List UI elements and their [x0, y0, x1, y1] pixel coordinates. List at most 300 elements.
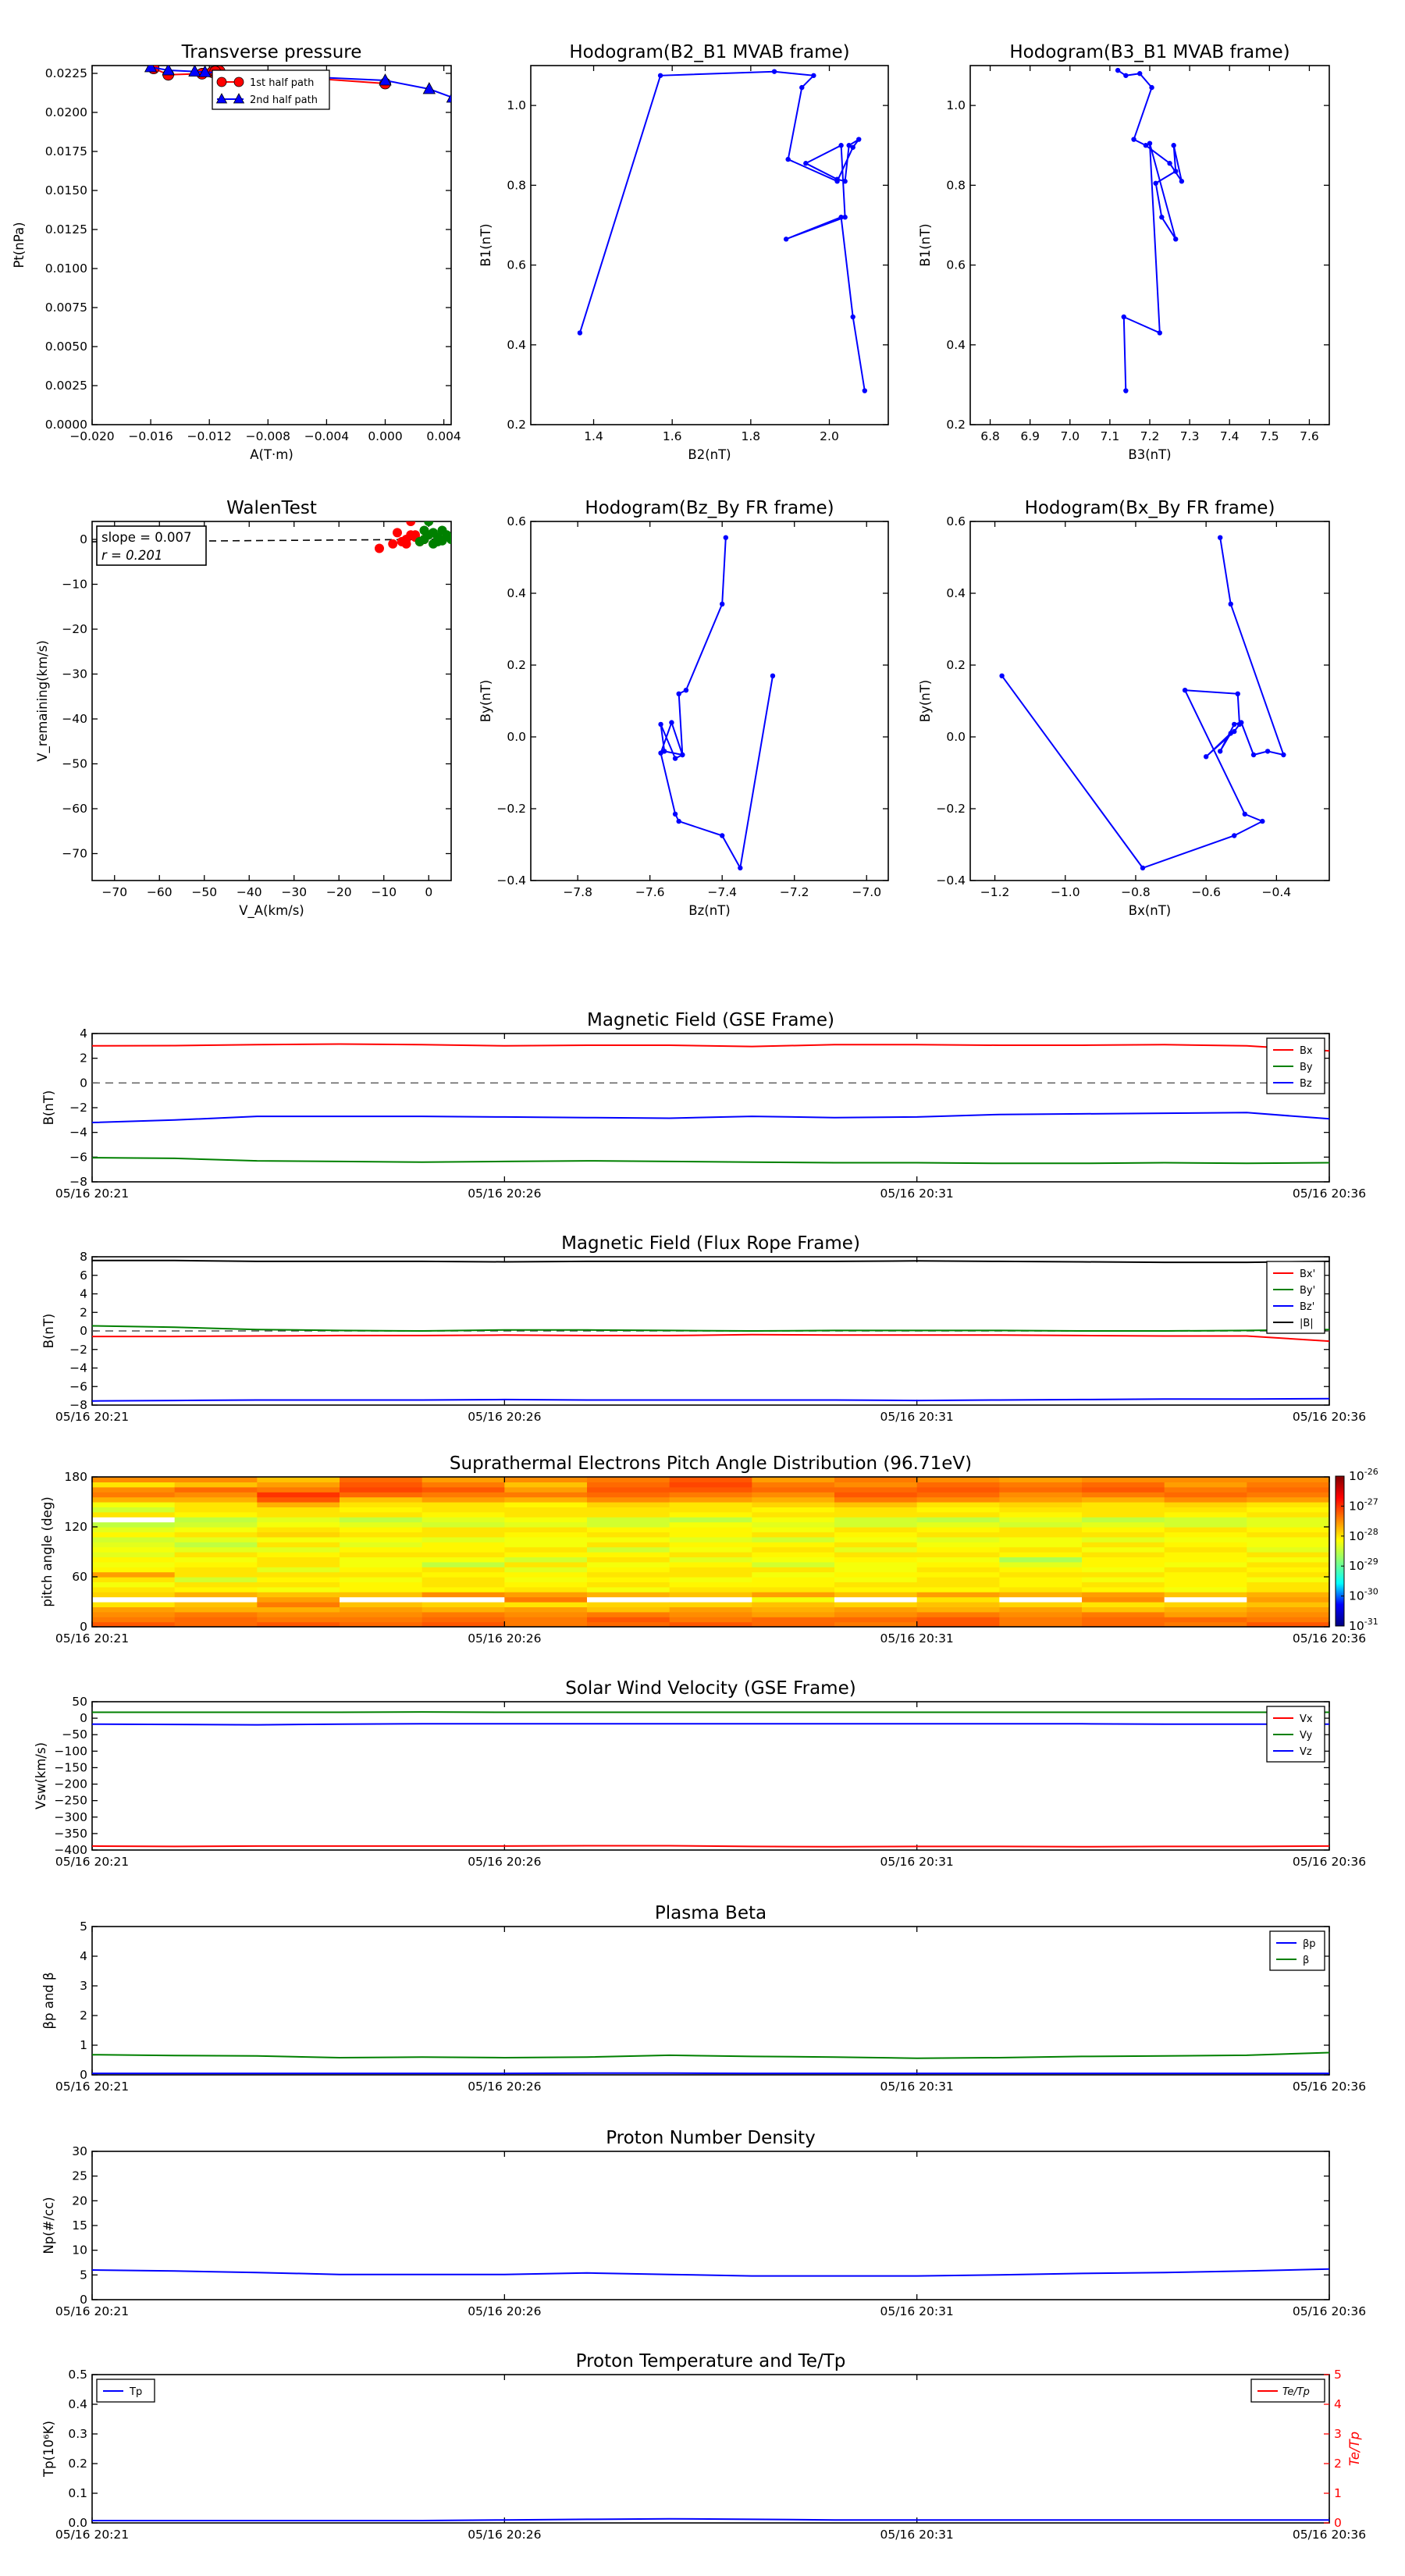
y2-tick-label: 4: [1334, 2397, 1342, 2411]
heatmap-cell: [752, 1482, 834, 1487]
heatmap-cell: [1082, 1562, 1165, 1567]
chart-hzy: [478, 498, 888, 918]
plot-frame: [92, 1927, 1329, 2075]
x-tick-label: 7.2: [1140, 429, 1160, 443]
series-line: [1118, 70, 1182, 391]
heatmap-cell: [422, 1502, 505, 1507]
y-tick-label: 120: [64, 1520, 87, 1534]
heatmap-cell: [504, 1557, 587, 1562]
heatmap-cell: [999, 1552, 1082, 1557]
heatmap-cell: [340, 1552, 422, 1557]
y-tick-label: 0: [80, 532, 87, 546]
heatmap-cell: [917, 1487, 1000, 1493]
heatmap-cell: [340, 1517, 422, 1522]
heatmap-cell: [422, 1507, 505, 1512]
data-point: [834, 176, 839, 181]
heatmap-cell: [834, 1592, 917, 1597]
heatmap-cell: [1082, 1542, 1165, 1547]
x-tick-label: 1.4: [584, 429, 603, 443]
heatmap-cell: [752, 1532, 834, 1537]
x-tick-label: −40: [236, 885, 262, 899]
heatmap-cell: [257, 1612, 340, 1617]
heatmap-cell: [92, 1542, 175, 1547]
heatmap-cell: [834, 1522, 917, 1528]
heatmap-cell: [175, 1617, 258, 1622]
y-tick-label: −4: [69, 1125, 87, 1140]
heatmap-cell: [834, 1562, 917, 1567]
y-tick-label: 0.1: [68, 2486, 87, 2500]
data-point: [1159, 215, 1164, 219]
x-tick-label: 05/16 20:26: [468, 1855, 542, 1869]
y-tick-label: 15: [72, 2218, 87, 2233]
heatmap-cell: [587, 1482, 670, 1487]
data-point: [424, 517, 433, 526]
heatmap-cell: [504, 1537, 587, 1542]
chart-title: Transverse pressure: [181, 42, 362, 62]
heatmap-cell: [587, 1487, 670, 1493]
data-point: [846, 143, 851, 148]
x-tick-label: 05/16 20:26: [468, 1410, 542, 1424]
data-point: [669, 720, 674, 724]
heatmap-cell: [1165, 1582, 1247, 1587]
heatmap-cell: [999, 1587, 1082, 1592]
heatmap-cell: [422, 1527, 505, 1532]
data-point: [720, 833, 724, 838]
y-tick-label: −8: [69, 1175, 87, 1189]
heatmap-cell: [422, 1492, 505, 1497]
y-tick-label: −350: [54, 1826, 87, 1841]
data-point: [803, 161, 808, 165]
heatmap-cell: [587, 1517, 670, 1522]
heatmap-cell: [1165, 1512, 1247, 1517]
y-tick-label: 0.0100: [44, 262, 87, 276]
chart-h13: [918, 42, 1329, 462]
heatmap-cell: [587, 1532, 670, 1537]
heatmap-cell: [1082, 1527, 1165, 1532]
data-point: [1122, 315, 1126, 319]
heatmap-cell: [504, 1597, 587, 1603]
heatmap-cell: [504, 1507, 587, 1512]
heatmap-cell: [340, 1562, 422, 1567]
heatmap-cell: [257, 1522, 340, 1528]
heatmap-cell: [1165, 1567, 1247, 1572]
heatmap-cell: [340, 1532, 422, 1537]
heatmap-cell: [999, 1592, 1082, 1597]
heatmap-cell: [257, 1497, 340, 1503]
heatmap-cell: [257, 1532, 340, 1537]
heatmap-cell: [834, 1502, 917, 1507]
heatmap-cell: [587, 1602, 670, 1607]
heatmap-cell: [422, 1597, 505, 1603]
plot-frame: [531, 521, 888, 881]
heatmap-cell: [587, 1557, 670, 1562]
y-tick-label: −6: [69, 1379, 87, 1394]
heatmap-cell: [670, 1487, 752, 1493]
heatmap-cell: [1082, 1522, 1165, 1528]
heatmap-cell: [752, 1512, 834, 1517]
y-tick-label: 25: [72, 2169, 87, 2183]
data-point: [1237, 722, 1242, 727]
heatmap-cell: [504, 1572, 587, 1578]
heatmap-cell: [504, 1512, 587, 1517]
heatmap-cell: [340, 1522, 422, 1528]
y-tick-label: −0.4: [496, 873, 526, 888]
heatmap-cell: [422, 1562, 505, 1567]
colorbar-tick-label: $10^{-29}$: [1349, 1557, 1378, 1574]
heatmap-cell: [752, 1617, 834, 1622]
heatmap-cell: [340, 1502, 422, 1507]
heatmap-cell: [670, 1512, 752, 1517]
heatmap-cell: [670, 1537, 752, 1542]
y2-tick-label: 1: [1334, 2486, 1342, 2500]
heatmap-cell: [340, 1487, 422, 1493]
heatmap-cell: [422, 1517, 505, 1522]
series-line: [92, 1112, 1329, 1123]
heatmap-cell: [1082, 1482, 1165, 1487]
heatmap-cell: [340, 1542, 422, 1547]
data-point: [720, 602, 724, 607]
y-tick-label: 6: [80, 1268, 87, 1283]
data-point: [724, 535, 728, 540]
y-tick-label: 0: [80, 1620, 87, 1634]
y-tick-label: 0.6: [946, 258, 966, 272]
heatmap-cell: [587, 1572, 670, 1578]
heatmap-cell: [670, 1492, 752, 1497]
heatmap-cell: [92, 1572, 175, 1578]
heatmap-cell: [752, 1606, 834, 1612]
heatmap-cell: [257, 1597, 340, 1603]
heatmap-cell: [504, 1492, 587, 1497]
x-tick-label: 05/16 20:36: [1292, 2528, 1367, 2542]
heatmap-cell: [1165, 1492, 1247, 1497]
heatmap-cell: [587, 1522, 670, 1528]
heatmap-cell: [92, 1517, 175, 1522]
x-tick-label: 05/16 20:31: [880, 2528, 954, 2542]
x-tick-label: 2.0: [820, 429, 839, 443]
heatmap-cell: [92, 1567, 175, 1572]
heatmap-cell: [587, 1567, 670, 1572]
heatmap-cell: [1247, 1552, 1329, 1557]
heatmap-cell: [752, 1537, 834, 1542]
chart-title: Hodogram(B3_B1 MVAB frame): [1009, 42, 1290, 62]
heatmap-cell: [422, 1557, 505, 1562]
heatmap-cell: [752, 1602, 834, 1607]
heatmap-cell: [999, 1482, 1082, 1487]
heatmap-cell: [504, 1547, 587, 1553]
y-tick-label: −0.2: [936, 802, 966, 816]
heatmap-cell: [1165, 1587, 1247, 1592]
heatmap-cell: [1165, 1482, 1247, 1487]
heatmap-cell: [834, 1492, 917, 1497]
data-point: [1131, 137, 1136, 141]
heatmap-cell: [257, 1492, 340, 1497]
data-point: [1183, 688, 1187, 692]
heatmap-cell: [670, 1606, 752, 1612]
y2-tick-label: 3: [1334, 2427, 1342, 2441]
heatmap-cell: [1165, 1557, 1247, 1562]
heatmap-cell: [504, 1542, 587, 1547]
heatmap-cell: [917, 1552, 1000, 1557]
colorbar-exponent: -28: [1364, 1526, 1378, 1537]
heatmap-cell: [175, 1477, 258, 1482]
heatmap-cell: [752, 1612, 834, 1617]
heatmap-cell: [340, 1492, 422, 1497]
data-point: [658, 751, 663, 756]
heatmap-cell: [257, 1577, 340, 1582]
heatmap-cell: [752, 1492, 834, 1497]
plot-frame: [970, 66, 1329, 425]
heatmap-cell: [1165, 1537, 1247, 1542]
chart-magfr: [41, 1233, 1366, 1424]
y-tick-label: 0.0175: [44, 144, 87, 158]
y-tick-label: 0.0: [507, 730, 526, 744]
heatmap-cell: [257, 1606, 340, 1612]
heatmap-cell: [504, 1487, 587, 1493]
heatmap-cell: [999, 1507, 1082, 1512]
y-tick-label: −30: [62, 667, 87, 681]
heatmap-cell: [999, 1567, 1082, 1572]
heatmap-cell: [1165, 1517, 1247, 1522]
data-point: [676, 819, 681, 824]
data-point: [856, 137, 861, 141]
data-point: [785, 157, 790, 162]
colorbar-tick-label: $10^{-30}$: [1349, 1586, 1378, 1603]
data-point: [1173, 169, 1178, 173]
heatmap-cell: [917, 1507, 1000, 1512]
x-tick-label: 05/16 20:21: [55, 2080, 130, 2094]
heatmap-cell: [1082, 1597, 1165, 1603]
heatmap-cell: [670, 1542, 752, 1547]
heatmap-cell: [257, 1617, 340, 1622]
heatmap-cell: [999, 1477, 1082, 1482]
x-tick-label: 7.0: [1060, 429, 1080, 443]
heatmap-cell: [587, 1597, 670, 1603]
heatmap-cell: [834, 1532, 917, 1537]
y-tick-label: 0.4: [507, 586, 526, 600]
chart-np: [41, 2128, 1366, 2318]
chart-title: Magnetic Field (GSE Frame): [587, 1010, 834, 1030]
x-tick-label: 05/16 20:21: [55, 1410, 130, 1424]
heatmap-cell: [834, 1597, 917, 1603]
data-point: [438, 536, 447, 546]
x-tick-label: 05/16 20:21: [55, 1187, 130, 1201]
data-point: [1218, 535, 1222, 540]
y-axis-label: B1(nT): [918, 223, 933, 267]
heatmap-cell: [670, 1477, 752, 1482]
heatmap-cell: [257, 1557, 340, 1562]
heatmap-cell: [917, 1597, 1000, 1603]
x-tick-label: 05/16 20:21: [55, 1855, 130, 1869]
heatmap-cell: [670, 1532, 752, 1537]
heatmap-cell: [92, 1492, 175, 1497]
y-tick-label: −70: [62, 846, 87, 861]
x-tick-label: 05/16 20:21: [55, 2528, 130, 2542]
data-point: [1229, 602, 1233, 607]
y-tick-label: −6: [69, 1150, 87, 1165]
heatmap-cell: [175, 1592, 258, 1597]
heatmap-cell: [670, 1507, 752, 1512]
heatmap-cell: [504, 1517, 587, 1522]
heatmap-cell: [752, 1592, 834, 1597]
data-point: [1265, 749, 1270, 753]
heatmap-cell: [92, 1602, 175, 1607]
heatmap-cell: [504, 1502, 587, 1507]
heatmap-cell: [587, 1477, 670, 1482]
heatmap-cell: [670, 1557, 752, 1562]
heatmap-cell: [1165, 1487, 1247, 1493]
heatmap-cell: [999, 1532, 1082, 1537]
heatmap-cell: [1082, 1572, 1165, 1578]
y-tick-label: 0: [80, 1711, 87, 1726]
heatmap-cell: [999, 1527, 1082, 1532]
x-tick-label: 05/16 20:31: [880, 2304, 954, 2318]
data-point: [1232, 729, 1236, 734]
heatmap-cell: [175, 1572, 258, 1578]
y-tick-label: 0.6: [946, 514, 966, 528]
heatmap-cell: [917, 1612, 1000, 1617]
heatmap-cell: [999, 1517, 1082, 1522]
heatmap-cell: [1165, 1527, 1247, 1532]
data-point: [1123, 73, 1128, 78]
data-point: [1218, 749, 1222, 753]
x-tick-label: 7.4: [1219, 429, 1240, 443]
y-tick-label: −10: [62, 577, 87, 592]
heatmap-cell: [1247, 1522, 1329, 1528]
x-axis-label: A(T·m): [250, 447, 293, 462]
series-line: [92, 1399, 1329, 1401]
heatmap-cell: [422, 1587, 505, 1592]
heatmap-cell: [1247, 1572, 1329, 1578]
chart-walen: [35, 498, 456, 919]
heatmap-cell: [92, 1477, 175, 1482]
y-axis-label: βp and β: [41, 1972, 56, 2030]
colorbar-exponent: -26: [1364, 1467, 1378, 1477]
heatmap-cell: [92, 1552, 175, 1557]
heatmap-cell: [340, 1612, 422, 1617]
heatmap-cell: [340, 1507, 422, 1512]
y-tick-label: 2: [80, 2008, 87, 2023]
heatmap-cell: [257, 1487, 340, 1493]
heatmap-cell: [670, 1522, 752, 1528]
x-tick-label: 05/16 20:26: [468, 2304, 542, 2318]
heatmap-cell: [422, 1592, 505, 1597]
y-tick-label: −100: [54, 1744, 87, 1759]
heatmap-cell: [670, 1527, 752, 1532]
heatmap-cell: [92, 1597, 175, 1603]
x-axis-label: Bx(nT): [1128, 903, 1172, 918]
x-tick-label: 1.8: [741, 429, 761, 443]
colorbar: [1336, 1476, 1344, 1626]
plot-frame: [92, 2151, 1329, 2300]
data-point: [842, 179, 847, 183]
y-tick-label: −150: [54, 1760, 87, 1775]
heatmap-cell: [999, 1487, 1082, 1493]
heatmap-cell: [257, 1582, 340, 1587]
heatmap-cell: [917, 1577, 1000, 1582]
heatmap-cell: [1165, 1477, 1247, 1482]
data-point: [393, 528, 402, 537]
heatmap-cell: [752, 1552, 834, 1557]
y-axis-label: B(nT): [41, 1090, 56, 1126]
heatmap-cell: [340, 1547, 422, 1553]
heatmap-cell: [834, 1557, 917, 1562]
heatmap-cell: [752, 1562, 834, 1567]
y-tick-label: −60: [62, 802, 87, 816]
heatmap-cell: [834, 1537, 917, 1542]
heatmap-cell: [834, 1512, 917, 1517]
heatmap-cell: [752, 1542, 834, 1547]
legend: [1270, 1931, 1325, 1970]
heatmap-cell: [257, 1477, 340, 1482]
data-point: [1115, 68, 1120, 73]
heatmap-cell: [257, 1502, 340, 1507]
heatmap-cell: [1247, 1617, 1329, 1622]
heatmap-cell: [422, 1582, 505, 1587]
heatmap-cell: [1082, 1497, 1165, 1503]
heatmap-cell: [1247, 1557, 1329, 1562]
x-tick-label: 7.3: [1179, 429, 1200, 443]
heatmap-cell: [1247, 1587, 1329, 1592]
heatmap-cell: [1165, 1597, 1247, 1603]
heatmap-cell: [340, 1537, 422, 1542]
x-tick-label: −7.6: [635, 885, 665, 899]
heatmap-cell: [92, 1587, 175, 1592]
data-point: [1243, 812, 1247, 817]
heatmap-cell: [917, 1582, 1000, 1587]
heatmap-cell: [917, 1606, 1000, 1612]
y-axis-label: Vsw(km/s): [34, 1742, 48, 1810]
y2-tick-label: 5: [1334, 2368, 1342, 2382]
y-tick-label: 0.0150: [44, 183, 87, 197]
legend-label: Bz: [1300, 1078, 1312, 1090]
heatmap-cell: [92, 1612, 175, 1617]
data-point: [1236, 692, 1240, 696]
heatmap-cell: [1082, 1557, 1165, 1562]
heatmap-cell: [422, 1617, 505, 1622]
plot-frame: [92, 1034, 1329, 1182]
heatmap-cell: [670, 1572, 752, 1578]
y-tick-label: 4: [80, 1026, 87, 1041]
heatmap-cell: [1165, 1617, 1247, 1622]
heatmap-cell: [999, 1577, 1082, 1582]
heatmap-cell: [752, 1597, 834, 1603]
heatmap-cell: [752, 1557, 834, 1562]
heatmap-cell: [670, 1597, 752, 1603]
heatmap-cell: [1082, 1592, 1165, 1597]
y-tick-label: −8: [69, 1398, 87, 1412]
chart-hxy: [918, 498, 1329, 918]
x-tick-label: 05/16 20:21: [55, 1631, 130, 1646]
x-tick-label: −10: [371, 885, 397, 899]
heatmap-cell: [1165, 1612, 1247, 1617]
x-tick-label: 0: [425, 885, 433, 899]
chart-title: Solar Wind Velocity (GSE Frame): [565, 1678, 856, 1699]
x-tick-label: 05/16 20:21: [55, 2304, 130, 2318]
y-tick-label: −2: [69, 1101, 87, 1115]
x-tick-label: −0.004: [304, 429, 350, 443]
heatmap-cell: [752, 1517, 834, 1522]
data-point: [1140, 866, 1145, 870]
x-tick-label: −0.020: [69, 429, 115, 443]
heatmap-cell: [1082, 1507, 1165, 1512]
heatmap-cell: [422, 1512, 505, 1517]
data-point: [680, 753, 685, 757]
y-tick-label: −20: [62, 622, 87, 636]
heatmap-cell: [1247, 1492, 1329, 1497]
heatmap-cell: [1082, 1547, 1165, 1553]
heatmap-cell: [92, 1512, 175, 1517]
data-point: [673, 812, 678, 817]
